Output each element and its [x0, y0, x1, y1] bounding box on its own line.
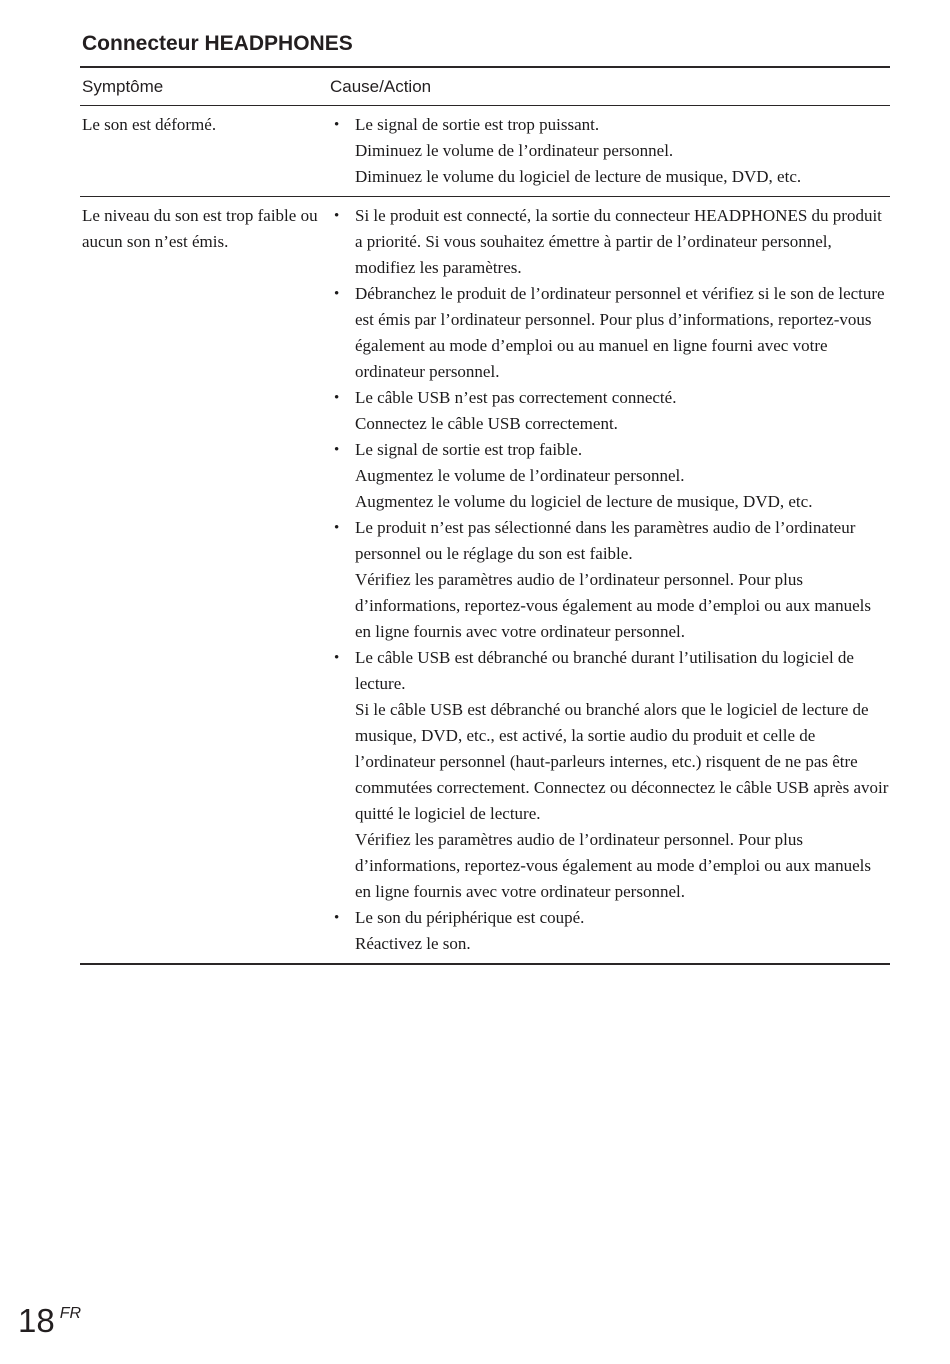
cause-text — [355, 281, 890, 385]
cause-paragraph: Le câble USB n’est pas correctement connecté. — [355, 388, 677, 407]
cause-paragraph: Connectez le câble USB correctement. — [355, 414, 618, 433]
cause-list-item — [330, 203, 890, 281]
bullet-icon: • — [334, 650, 340, 666]
cause-paragraph: Diminuez le volume du logiciel de lecture de musique, DVD, etc. — [355, 167, 802, 186]
cause-text — [355, 112, 890, 190]
cause-paragraph: Vérifiez les paramètres audio de l’ordinateur personnel. Pour plus d’informations, reportez-vous également au mode d’emploi ou aux manuels en ligne fournis avec votre ordinateur personnel. — [355, 830, 871, 901]
cause-text — [355, 385, 890, 437]
cause-text — [355, 437, 890, 515]
page-language-label: FR — [59, 1305, 82, 1322]
cause-list-item — [330, 437, 890, 515]
cause-paragraph: Vérifiez les paramètres audio de l’ordinateur personnel. Pour plus d’informations, reportez-vous également au mode d’emploi ou aux manuels en ligne fournis avec votre ordinateur personnel. — [355, 570, 871, 641]
table-row — [80, 197, 890, 965]
cause-paragraph: Augmentez le volume du logiciel de lecture de musique, DVD, etc. — [355, 492, 813, 511]
page-number: 18 — [18, 1302, 55, 1339]
cause-paragraph: Augmentez le volume de l’ordinateur personnel. — [355, 466, 685, 485]
cause-paragraph: Le câble USB est débranché ou branché durant l’utilisation du logiciel de lecture. — [355, 648, 854, 693]
page-footer — [18, 1302, 81, 1340]
cause-list-item — [330, 385, 890, 437]
cause-list-item — [330, 112, 890, 190]
cause-paragraph: Réactivez le son. — [355, 934, 471, 953]
cause-action-cell — [330, 112, 890, 190]
bullet-icon: • — [334, 286, 340, 302]
symptom-cell: Le niveau du son est trop faible ou aucun son n’est émis. — [82, 206, 318, 251]
cause-list-item — [330, 281, 890, 385]
page-title: Connecteur HEADPHONES — [82, 32, 353, 55]
troubleshooting-table — [80, 66, 890, 965]
bullet-icon: • — [334, 520, 340, 536]
cause-paragraph: Le signal de sortie est trop puissant. — [355, 115, 600, 134]
cause-list-item — [330, 905, 890, 957]
cause-paragraph: Le signal de sortie est trop faible. — [355, 440, 583, 459]
bullet-icon: • — [334, 117, 340, 133]
table-header-row — [80, 68, 890, 106]
cause-paragraph: Le son du périphérique est coupé. — [355, 908, 585, 927]
bullet-icon: • — [334, 442, 340, 458]
cause-list-item — [330, 645, 890, 905]
symptom-cell: Le son est déformé. — [82, 115, 217, 134]
bullet-icon: • — [334, 910, 340, 926]
column-header-cause-action: Cause/Action — [330, 77, 432, 96]
table-body — [80, 106, 890, 965]
column-header-symptom: Symptôme — [82, 77, 164, 96]
cause-paragraph: Si le câble USB est débranché ou branché alors que le logiciel de lecture de musique, DVD, etc., est activé, la sortie audio du produit et celle de l’ordinateur personnel (haut-parleurs internes, etc.) risquent de ne pas être commutées correctement. Connectez ou déconnectez le câble USB après avoir quitté le logiciel de lecture. — [355, 700, 889, 823]
bullet-icon: • — [334, 390, 340, 406]
cause-paragraph: Si le produit est connecté, la sortie du connecteur HEADPHONES du produit a priorité. Si vous souhaitez émettre à partir de l’ordinateur personnel, modifiez les paramètres. — [355, 206, 882, 277]
cause-paragraph: Diminuez le volume de l’ordinateur personnel. — [355, 141, 674, 160]
cause-text — [355, 515, 890, 645]
cause-list-item — [330, 515, 890, 645]
cause-paragraph: Le produit n’est pas sélectionné dans les paramètres audio de l’ordinateur personnel ou le réglage du son est faible. — [355, 518, 856, 563]
cause-paragraph: Débranchez le produit de l’ordinateur personnel et vérifiez si le son de lecture est émis par l’ordinateur personnel. Pour plus d’informations, reportez-vous également au mode d’emploi ou au manuel en ligne fourni avec votre ordinateur personnel. — [355, 284, 885, 381]
cause-action-cell — [330, 203, 890, 957]
bullet-icon: • — [334, 208, 340, 224]
cause-text — [355, 203, 890, 281]
cause-text — [355, 905, 890, 957]
table-row — [80, 106, 890, 197]
cause-text — [355, 645, 890, 905]
